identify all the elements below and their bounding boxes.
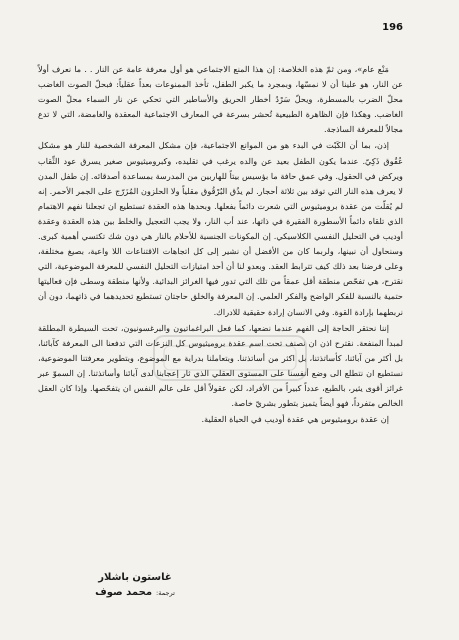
translation-label: ترجمة:	[156, 589, 175, 597]
author-name: غاستون باشلار	[98, 572, 172, 583]
paragraph: مَنْع عام»، ومن ثمّ هذه الخلاصة: إن هذا المنع الاجتماعي هو أول معرفة عامة عن النار . . ما نعرف أولاً عن النار، هو علينا أن لا نمسّها، وبمجرد ما يكبر الطفل، تأخذ الممنوعات بعداً عقلياً: فبحلّ الصوت الغاضب محلّ الضرب بالمسطرة، ويحلّ سَرْدُ أخطار الحريق والأساطير التي تحكي عن نار السماء محلّ الصوت الغاضب. وهكذا فإن الظاهرة الطبيعية تُحشر بسرعة في المعارف الاجتماعية المعقدة والغامضة، التي لا تدع مجالاً للمعرفة الساذجة.	[38, 64, 403, 135]
body-text	[38, 62, 403, 431]
paragraph: إذن، بما أن الكَبْت في البدء هو من الموانع الاجتماعية، فإن مشكل المعرفة الشخصية للنار هو مشكل عُقُوق ذَكِيّ. عندما يكون الطفل بعيد عن والده يرغب في تقليده، وكبروميثيوس صغير يسرق عود الثِّقاب ويركض في الحقول. وفي عمق حافة ما بؤسيس بيتاً للهاربين من المدرسة بمساعدة أصدقائه. إن طفل المدن لا يعرف هذه النار التي توقد بين ثلاثة أحجار. لم يذُق البُرْقُوق مقلياً ولا الحلزون المُزَرّج على الجمر الأحمر. إنه لم يُقلّت من عقدة بروميثيوس التي شعرت دائماً بفعلها. وبحدها هذه العقدة تستطيع ان تجعلنا نفهم الاهتمام الذي تلقاه دائماً الأسطورة الفقيرة في ذاتها، عند أب النار، ولا يجب التعجيل والخلط بين هذه العقدة وعقدة أوديب في التحليل النفسي الكلاسيكي. إن المكونات الجنسية للأحلام بالنار هي دون شك تكتسي أهمية كبرى. وسنحاول أن نبينها، ولربما كان من الأفضل أن نشير إلى كل اتجاهات الاقتناعات اللا واعية، بصيغ مختلفة، وعلى فرضنا بعد ذلك كيف تترابط العقد. وبعدو لنا أن أحد امتيازات التحليل النفسي للمعرفة الموضوعية، التي نقترح، هي تفحّص منطقة أقل عمقاً من تلك التي تدور فيها الغرائز البدائية. ولأنها منطقة وسطى فإن فعاليتها حتمية بالنسبة للفكر الواضح والفكر العلمي. إن المعرفة والخلق حاجتان تستطيع تحديدهما في ذاتهما، دون أن نربطهما بإرادة القوة. وفي الانسان إرادة حقيقية للادراك.	[38, 140, 403, 317]
paragraph: إن عقدة بروميثيوس هي عقدة أوديب في الحياة العقلية.	[201, 414, 389, 425]
paragraph: إننا نحتقر الحاجة إلى الفهم عندما نضعها، كما فعل البراغماتيون والبرغسونيون، تحت السيطرة المطلقة لمبدأ المنفعة. نقترح اذن ان نصنف تحت اسم عقدة بروميثيوس كل النزعات التي تدفعنا الى المعرفة كآبائنا، بل أكثر من آبائنا، كأساتذتنا، بل اكثر من أساتذتنا. وبتعاملنا بدراية مع الموضوع، وبتطوير معرفتنا الموضوعية، نستطيع ان نتطلع الى وضع أنفسنا على المستوى العقلي الذي ثار إعجابنا لدى آبائنا وأساتذتنا. إن السموّ عبر غرائز أقوى يثير، بالطبع، عدداً كبيراً من الأفراد، لكن عقولاً أقل على عالم النفس ان يتفحّصها. وإذا كان العقل الخالص متفرداً، فهو أيضاً يتميز بتطور بشريّ خاصة.	[38, 322, 403, 409]
translator-name: محمد صوف	[95, 587, 153, 598]
translator-line	[70, 587, 200, 598]
page-number: 196	[382, 22, 403, 33]
signature-block	[70, 572, 200, 598]
